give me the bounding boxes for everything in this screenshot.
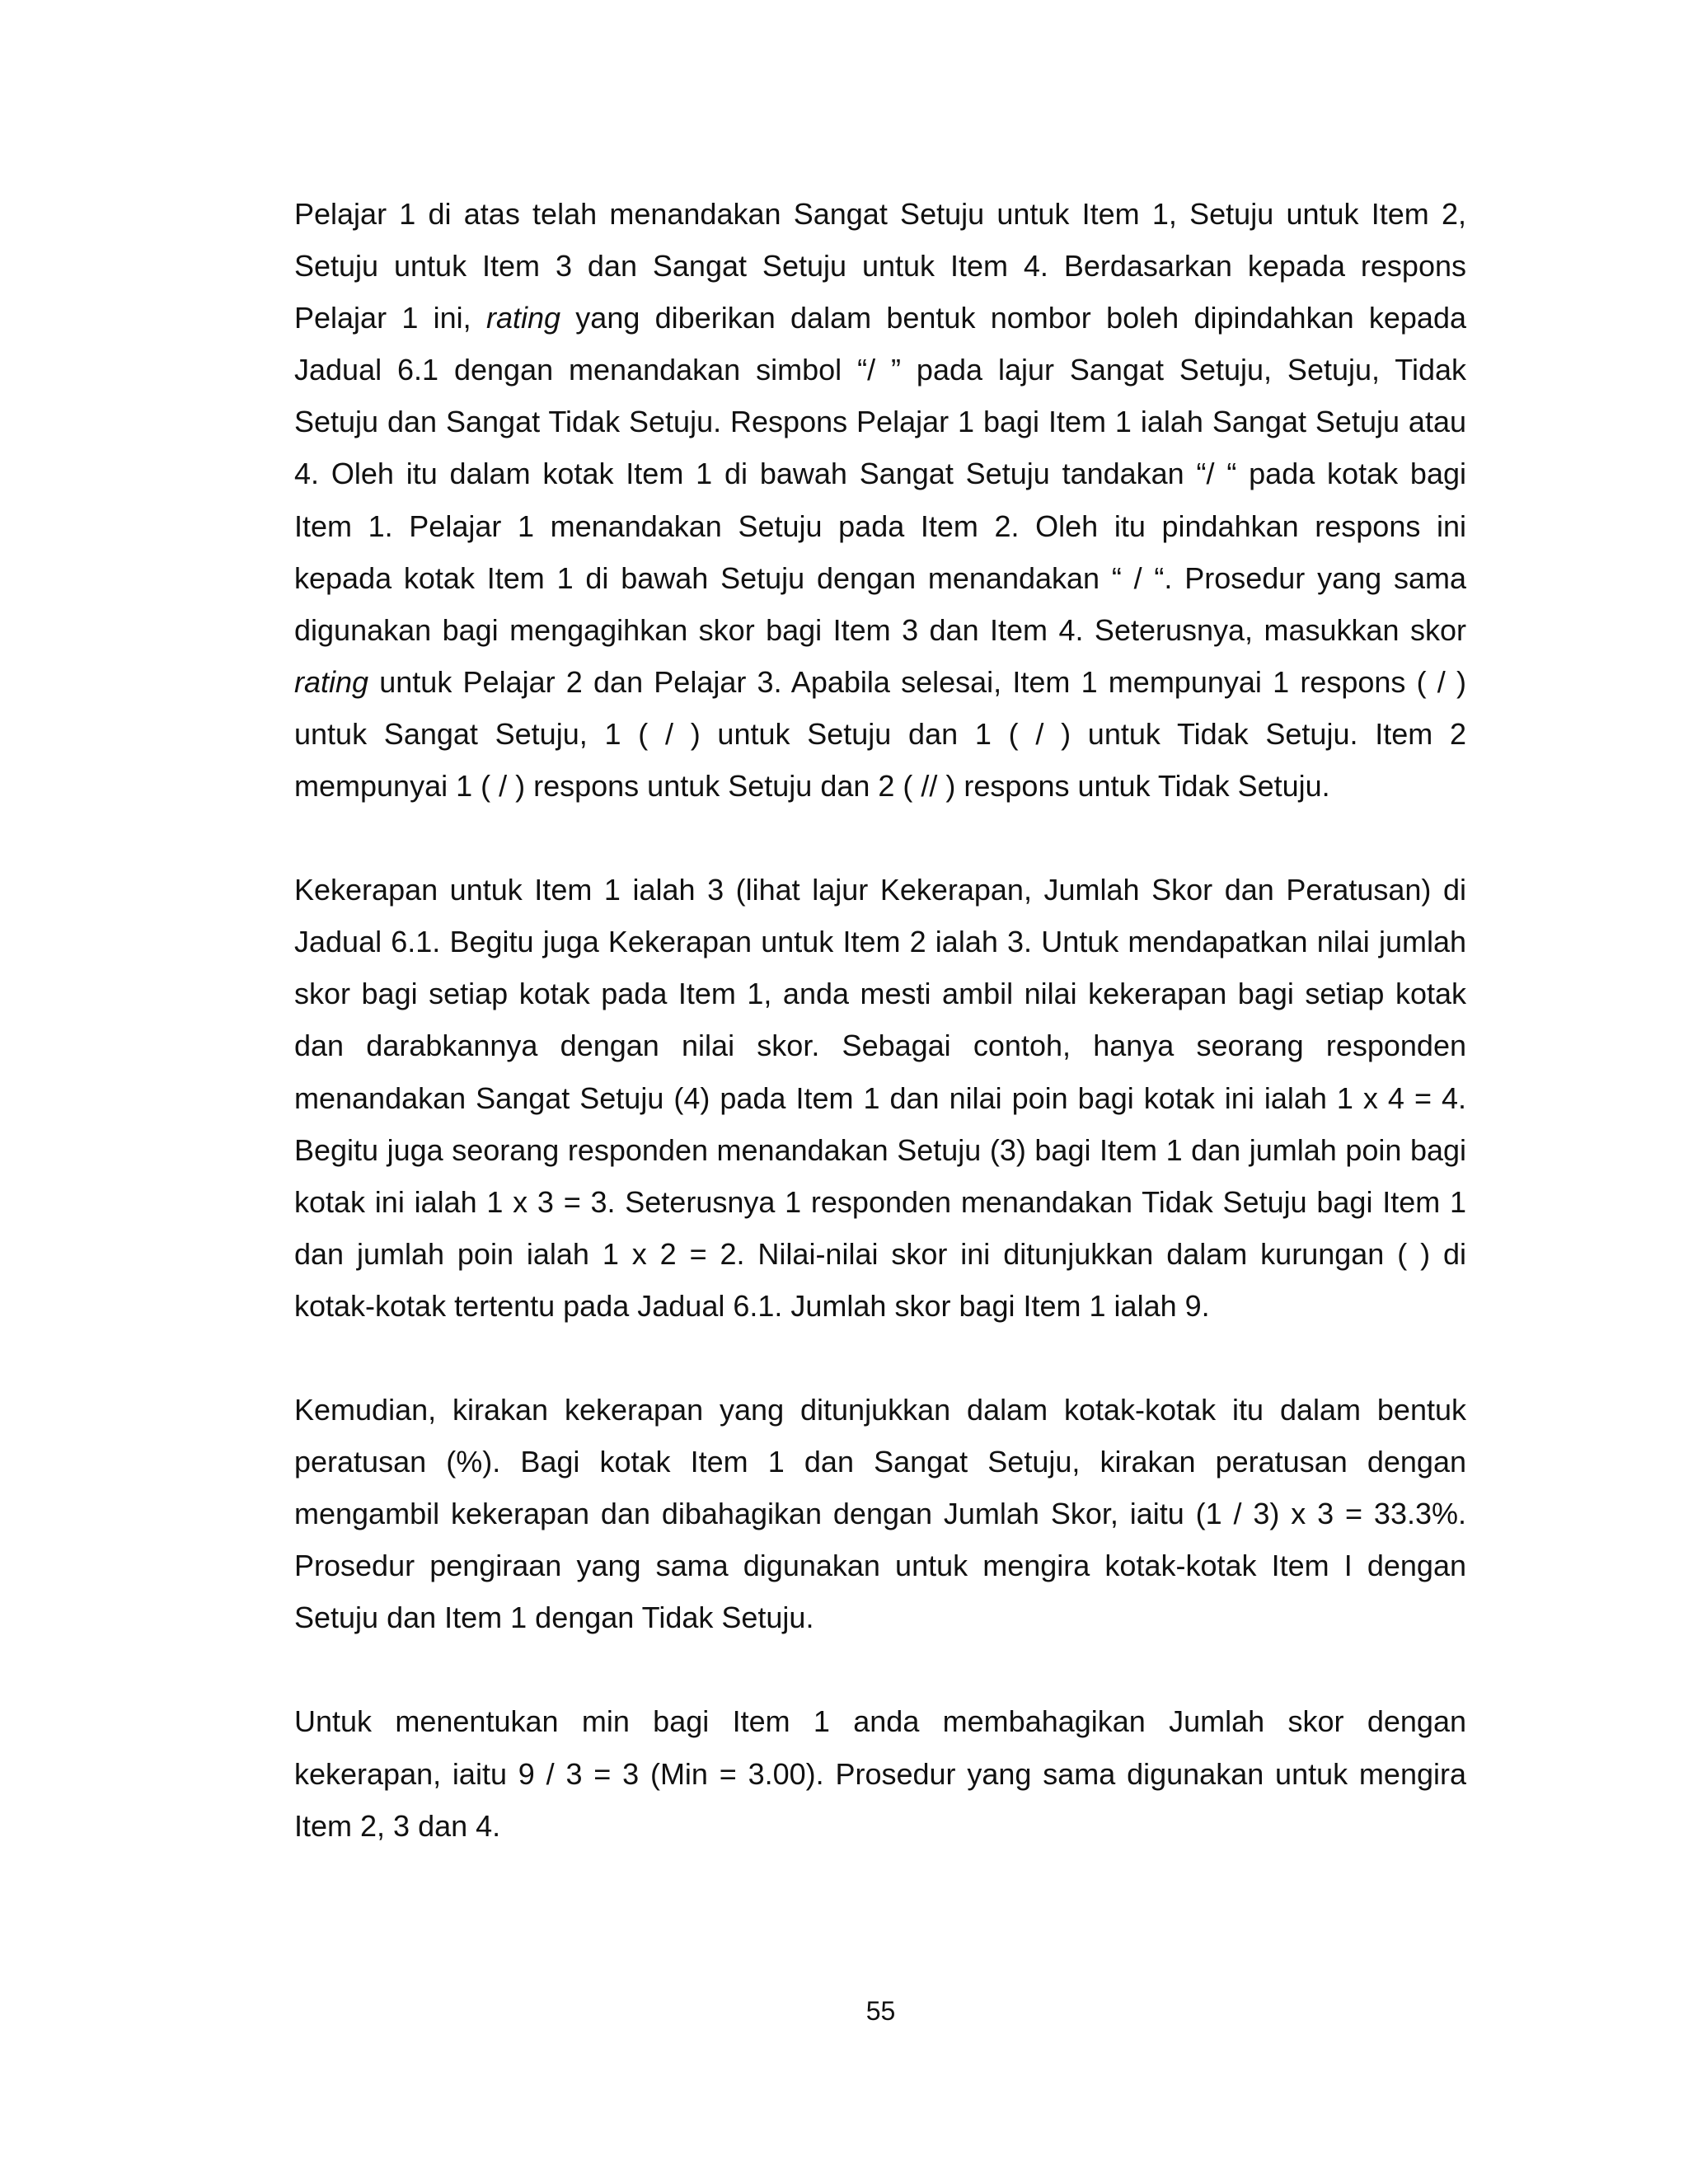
paragraph-2-text: Kekerapan untuk Item 1 ialah 3 (lihat lajur Kekerapan, Jumlah Skor dan Peratusan) di Jadual 6.1. Begitu juga Kekerapan untuk Item 2 ialah 3. Untuk mendapatkan nilai jumlah skor bagi setiap kotak pada Item 1, anda mesti ambil nilai kekerapan bagi setiap kotak dan darabkannya dengan nilai skor. Sebagai contoh, hanya seorang responden menandakan Sangat Setuju (4) pada Item 1 dan nilai poin bagi kotak ini ialah 1 x 4 = 4. Begitu juga seorang responden menandakan Setuju (3) bagi Item 1 dan jumlah poin bagi kotak ini ialah 1 x 3 = 3. Seterusnya 1 responden menandakan Tidak Setuju bagi Item 1 dan jumlah poin ialah 1 x 2 = 2. Nilai-nilai skor ini ditunjukkan dalam kurungan ( ) di kotak-kotak tertentu pada Jadual 6.1. Jumlah skor bagi Item 1 ialah 9.	[294, 873, 1466, 1323]
paragraph-1	[294, 188, 1466, 812]
paragraph-1-italic-rating-2: rating	[294, 664, 369, 699]
paragraph-3	[294, 1384, 1466, 1643]
paragraph-4	[294, 1695, 1466, 1851]
page-number: 55	[865, 1996, 896, 2026]
paragraph-2	[294, 864, 1466, 1332]
page-body	[294, 188, 1466, 1852]
paragraph-3-text: Kemudian, kirakan kekerapan yang ditunjukkan dalam kotak-kotak itu dalam bentuk peratusan (%). Bagi kotak Item 1 dan Sangat Setuju, kirakan peratusan dengan mengambil kekerapan dan dibahagikan dengan Jumlah Skor, iaitu (1 / 3) x 3 = 33.3%. Prosedur pengiraan yang sama digunakan untuk mengira kotak-kotak Item I dengan Setuju dan Item 1 dengan Tidak Setuju.	[294, 1392, 1466, 1635]
paragraph-1-text-1: Pelajar 1 di atas telah menandakan Sangat Setuju untuk Item 1, Setuju untuk Item 2, Setuju untuk Item 3 dan Sangat Setuju untuk Item 4. Berdasarkan kepada respons Pelajar 1 ini,	[294, 197, 1466, 335]
paragraph-1-text-2: yang diberikan dalam bentuk nombor boleh dipindahkan kepada Jadual 6.1 dengan menandakan simbol “/ ” pada lajur Sangat Setuju, Setuju, Tidak Setuju dan Sangat Tidak Setuju. Respons Pelajar 1 bagi Item 1 ialah Sangat Setuju atau 4. Oleh itu dalam kotak Item 1 di bawah Sangat Setuju tandakan “/ “ pada kotak bagi Item 1. Pelajar 1 menandakan Setuju pada Item 2. Oleh itu pindahkan respons ini kepada kotak Item 1 di bawah Setuju dengan menandakan “ / “. Prosedur yang sama digunakan bagi mengagihkan skor bagi Item 3 dan Item 4. Seterusnya, masukkan skor	[294, 301, 1466, 647]
paragraph-1-text-3: untuk Pelajar 2 dan Pelajar 3. Apabila selesai, Item 1 mempunyai 1 respons ( / ) untuk Sangat Setuju, 1 ( / ) untuk Setuju dan 1 ( / ) untuk Tidak Setuju. Item 2 mempunyai 1 ( / ) respons untuk Setuju dan 2 ( // ) respons untuk Tidak Setuju.	[294, 664, 1466, 804]
paragraph-4-text: Untuk menentukan min bagi Item 1 anda membahagikan Jumlah skor dengan kekerapan, iaitu 9 / 3 = 3 (Min = 3.00). Prosedur yang sama digunakan untuk mengira Item 2, 3 dan 4.	[294, 1704, 1466, 1843]
paragraph-1-italic-rating-1: rating	[485, 301, 561, 335]
